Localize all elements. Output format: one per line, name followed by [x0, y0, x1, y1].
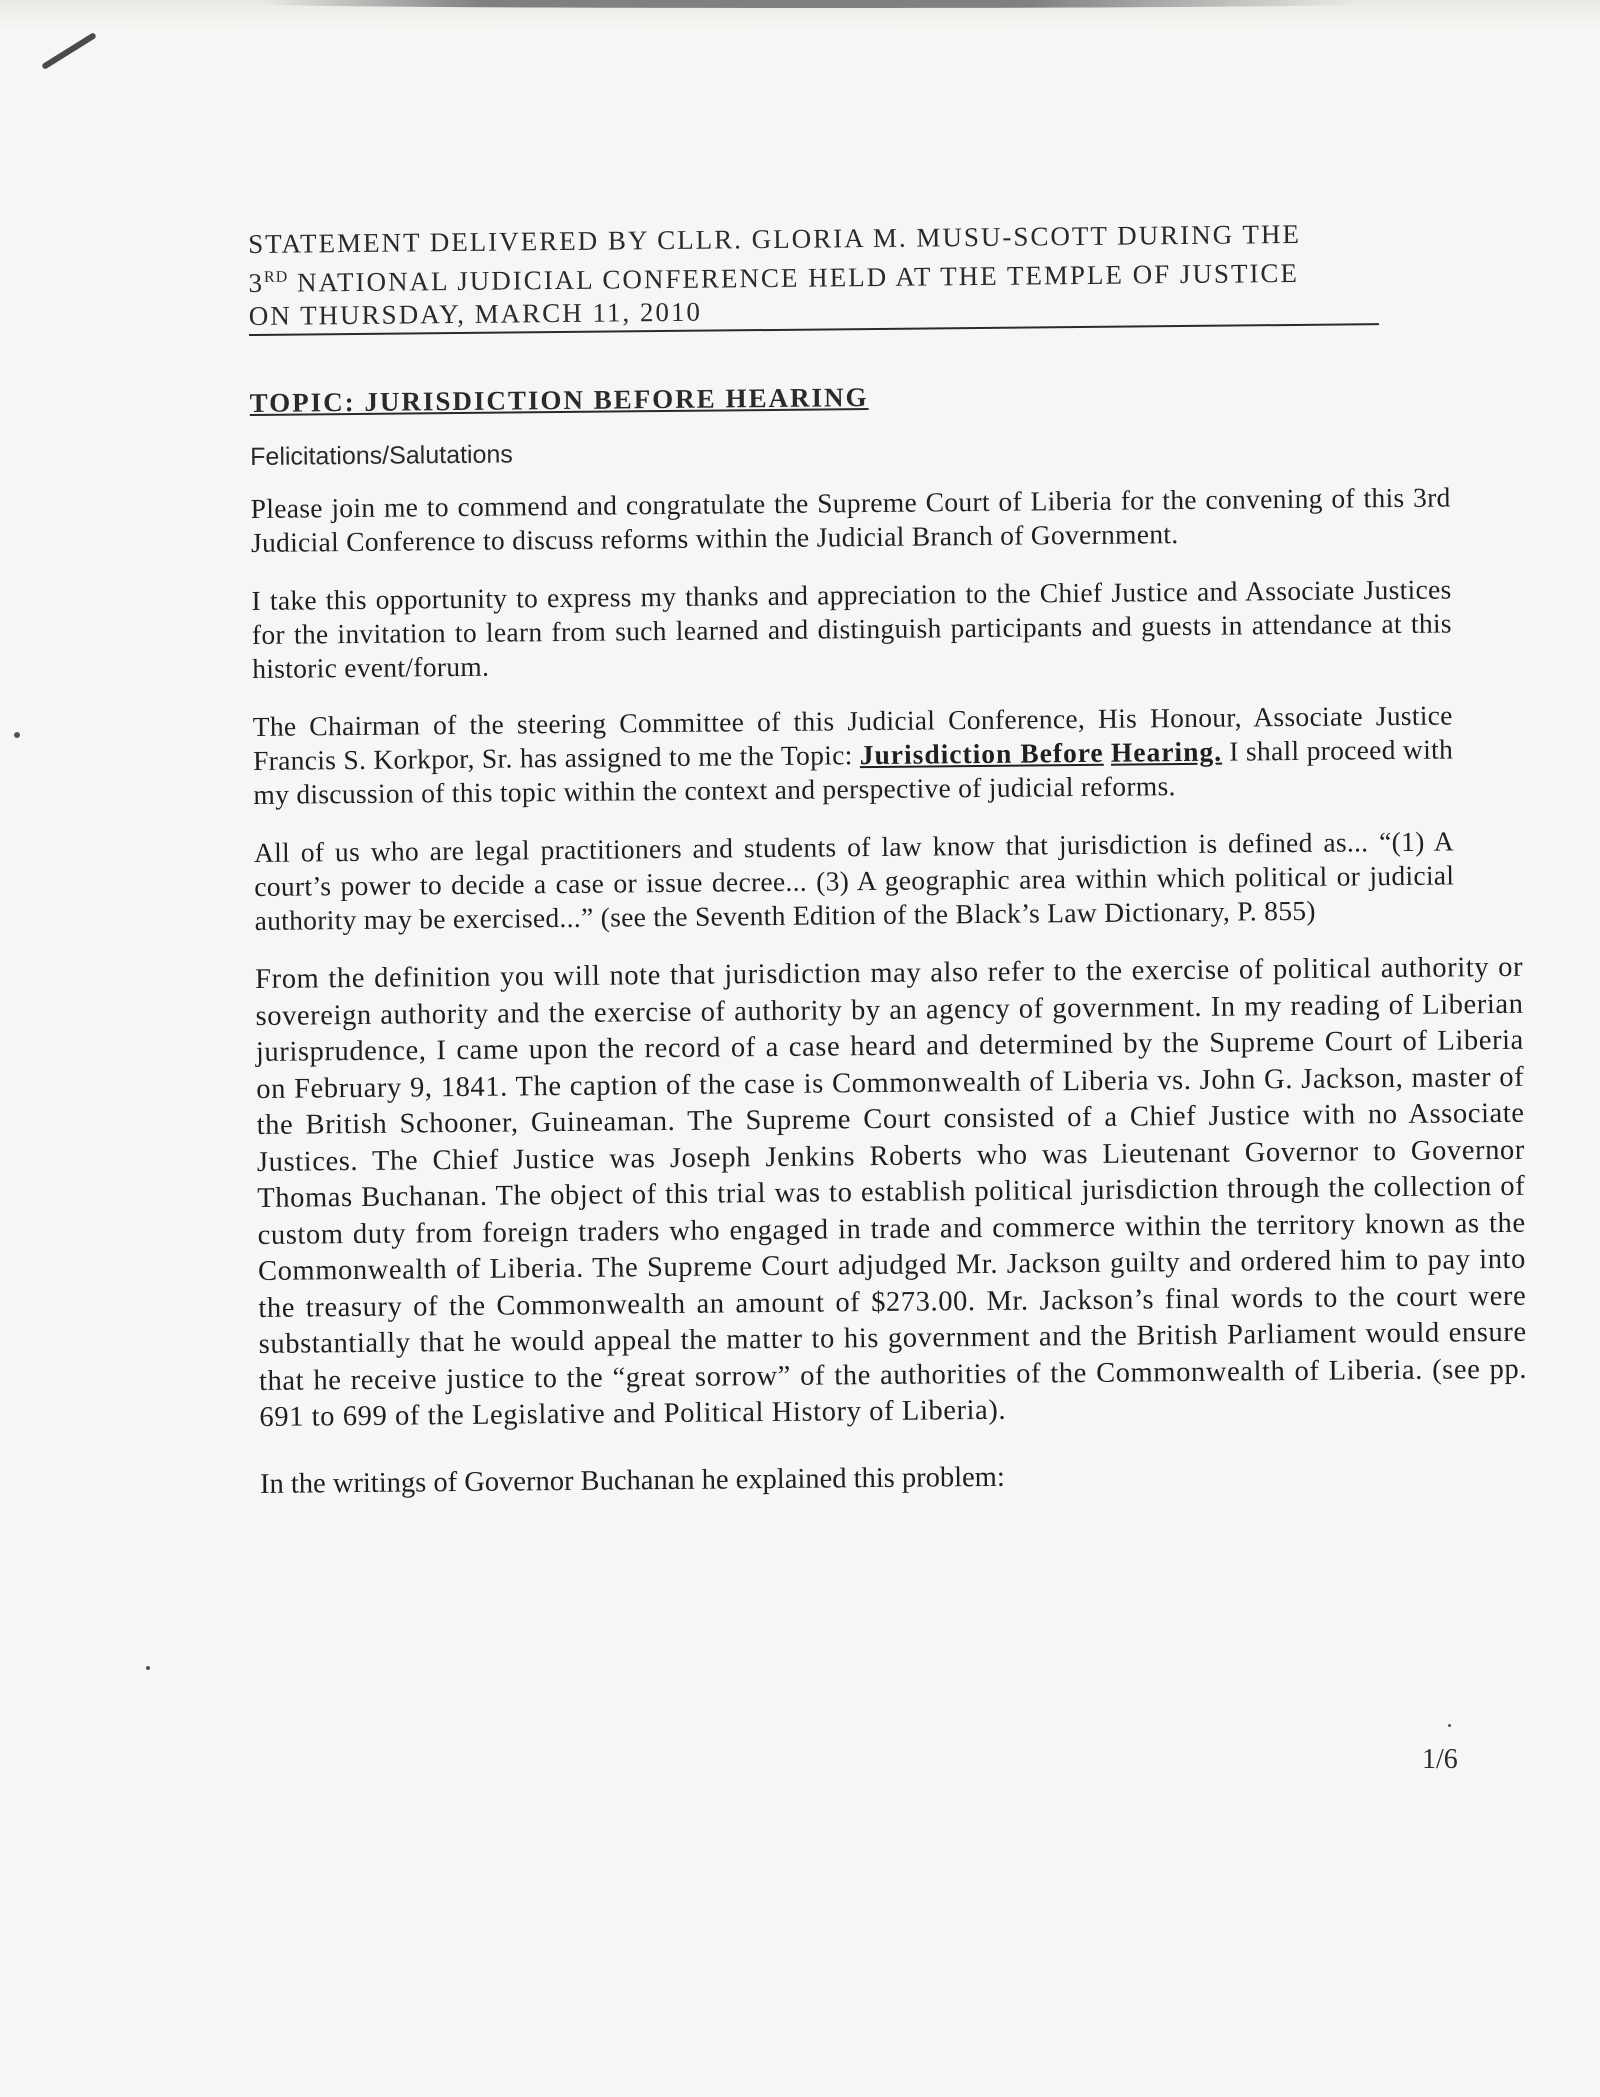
paragraph-3 — [253, 698, 1454, 812]
paragraph-6: In the writings of Governor Buchanan he explained this problem: — [259, 1461, 1005, 1500]
paragraph-3-text-after: I shall proceed with my discussion of this topic within the context and perspective of judicial reforms. — [253, 733, 1454, 810]
topic-term-jurisdiction-before: Jurisdiction Before — [859, 736, 1104, 771]
salutation: Felicitations/Salutations — [250, 440, 513, 471]
paper-speck — [1448, 1724, 1451, 1727]
topic-heading: TOPIC: JURISDICTION BEFORE HEARING — [249, 382, 869, 418]
paper-speck — [146, 1666, 150, 1670]
paragraph-5: From the definition you will note that jurisdiction may also refer to the exercise of political authority or sovereign authority and the exercise of authority by an agency of government. In my reading of Liberian jurisprudence, I came upon the record of a case heard and determined by the Supreme Court of Liberia on February 9, 1841. The caption of the case is Commonwealth of Liberia vs. John G. Jackson, master of the British Schooner, Guineaman. The Supreme Court consisted of a Chief Justice with no Associate Justices. The Chief Justice was Joseph Jenkins Roberts who was Lieutenant Governor to Governor Thomas Buchanan. The object of this trial was to establish political jurisdiction through the collection of custom duty from foreign traders who engaged in trade and commerce within the territory known as the Commonwealth of Liberia. The Supreme Court adjudged Mr. Jackson guilty and ordered him to pay into the treasury of the Commonwealth an amount of $273.00. Mr. Jackson’s final words to the court were substantially that he would appeal the matter to his government and the British Parliament would ensure that he receive justice to the “great sorrow” of the authorities of the Commonwealth of Liberia. (see pp. 691 to 699 of the Legislative and Political History of Liberia). — [255, 951, 1528, 1433]
header-line-3: ON THURSDAY, MARCH 11, 2010 — [249, 289, 1379, 336]
paragraph-1: Please join me to commend and congratulate the Supreme Court of Liberia for the convening of this 3rd Judicial Conference to discuss reforms within the Judicial Branch of Government. — [250, 481, 1451, 558]
page-number: 1/6 — [1422, 1744, 1458, 1775]
paragraph-3-text-before: The Chairman of the steering Committee of this Judicial Conference, His Honour, Associate Justice Francis S. Korkpor, Sr. has assigned to me the Topic: — [252, 699, 1453, 776]
paragraph-2: I take this opportunity to express my thanks and appreciation to the Chief Justice and Associate Justices for the invitation to learn from such learned and distinguish participants and guests in attendance at this historic event/forum. — [251, 573, 1452, 684]
paragraph-4: All of us who are legal practitioners and students of law know that jurisdiction is defined as... “(1) A court’s power to decide a case or issue decree... (3) A geographic area within which political or judicial authority may be exercised...” (see the Seventh Edition of the Black’s Law Dictionary, P. 855) — [253, 825, 1455, 936]
header-line-2-text: NATIONAL JUDICIAL CONFERENCE HELD AT THE TEMPLE OF JUSTICE — [288, 257, 1300, 298]
header-ordinal: 3 — [248, 267, 265, 298]
document-body — [248, 216, 1530, 1503]
header-ordinal-suffix: RD — [263, 268, 289, 286]
statement-header — [248, 217, 1379, 336]
header-line-1: STATEMENT DELIVERED BY CLLR. GLORIA M. MUSU-SCOTT DURING THE — [248, 218, 1302, 259]
page-top-edge-shadow — [260, 0, 1360, 8]
staple-mark — [41, 32, 97, 70]
paper-speck — [14, 732, 20, 738]
topic-term-hearing: Hearing. — [1110, 735, 1223, 768]
